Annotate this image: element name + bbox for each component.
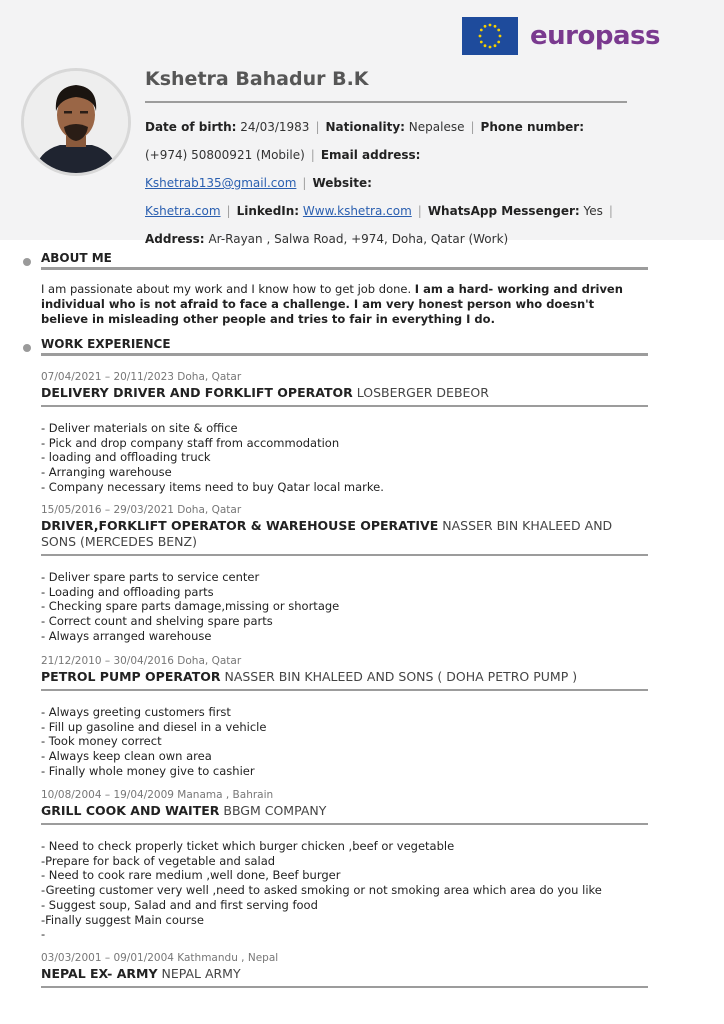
- website-label: Website:: [312, 176, 372, 190]
- job-divider: [41, 689, 648, 691]
- job-role: NEPAL EX- ARMY: [41, 966, 158, 981]
- job-line: -: [41, 927, 46, 942]
- whatsapp-label: WhatsApp Messenger:: [427, 204, 580, 218]
- separator: |: [417, 204, 422, 218]
- job-role: GRILL COOK AND WAITER: [41, 803, 220, 818]
- job-line: - loading and offloading truck: [41, 450, 211, 465]
- job-role: PETROL PUMP OPERATOR: [41, 669, 221, 684]
- job-title: [41, 803, 648, 819]
- separator: |: [226, 204, 231, 218]
- nationality-label: Nationality:: [325, 120, 405, 134]
- job-entry: [41, 370, 648, 495]
- whatsapp-value: Yes: [583, 204, 603, 218]
- address-value: Ar-Rayan , Salwa Road, +974, Doha, Qatar (Work): [208, 232, 509, 246]
- person-name: Kshetra Bahadur B.K: [145, 68, 369, 90]
- job-description: [41, 570, 648, 644]
- job-employer: BBGM COMPANY: [219, 803, 327, 818]
- about-text-normal: I am passionate about my work and I know how to get job done.: [41, 282, 415, 296]
- job-line: - Finally whole money give to cashier: [41, 763, 255, 778]
- job-line: - Deliver materials on site & office: [41, 421, 238, 435]
- job-line: - Fill up gasoline and diesel in a vehicle: [41, 719, 267, 734]
- job-date: 21/12/2010 – 30/04/2016 Doha, Qatar: [41, 655, 242, 667]
- job-line: - Always keep clean own area: [41, 749, 212, 764]
- job-entry: [41, 951, 648, 988]
- job-date: 03/03/2001 – 09/01/2004 Kathmandu , Nepal: [41, 952, 279, 964]
- job-entry: [41, 788, 648, 942]
- job-description: [41, 705, 648, 779]
- phone-label: Phone number:: [480, 120, 585, 134]
- job-line: - Need to check properly ticket which burger chicken ,beef or vegetable: [41, 839, 455, 853]
- job-divider: [41, 554, 648, 556]
- section-bullet-icon: [23, 258, 31, 266]
- job-date: 15/05/2016 – 29/03/2021 Doha, Qatar: [41, 504, 242, 516]
- job-employer: NASSER BIN KHALEED AND SONS (MERCEDES BENZ): [41, 518, 613, 549]
- separator: |: [315, 120, 320, 134]
- job-line: -Finally suggest Main course: [41, 912, 204, 927]
- job-divider: [41, 405, 648, 407]
- contact-info: [145, 113, 645, 253]
- info-line-2: [145, 141, 645, 197]
- work-section-title: WORK EXPERIENCE: [41, 337, 171, 351]
- job-title: [41, 518, 648, 550]
- job-description: [41, 421, 648, 495]
- phone-value: (+974) 50800921 (Mobile): [145, 148, 305, 162]
- job-line: - Need to cook rare medium ,well done, Beef burger: [41, 868, 341, 883]
- email-label: Email address:: [320, 148, 421, 162]
- job-employer: NEPAL ARMY: [157, 966, 241, 981]
- about-text-bold: I am a hard- working and driven individual who is not afraid to face a challenge. I am very honest person who doesn't believe in misleading other people and tries to fair in everything I do.: [41, 282, 623, 326]
- job-line: - Correct count and shelving spare parts: [41, 614, 273, 629]
- eu-flag-icon: [462, 17, 518, 55]
- job-line: - Pick and drop company staff from accommodation: [41, 435, 340, 450]
- address-label: Address:: [145, 232, 205, 246]
- job-line: - Checking spare parts damage,missing or shortage: [41, 599, 340, 614]
- europass-wordmark: europass: [530, 21, 660, 51]
- job-line: - Arranging warehouse: [41, 465, 172, 480]
- about-section-divider: [41, 267, 648, 270]
- job-line: - Company necessary items need to buy Qatar local marke.: [41, 479, 384, 494]
- info-line-1: [145, 113, 645, 141]
- job-line: - Always greeting customers first: [41, 705, 231, 719]
- separator: |: [608, 204, 613, 218]
- profile-photo: [21, 68, 131, 176]
- job-line: -Greeting customer very well ,need to asked smoking or not smoking area which area do you like: [41, 883, 602, 898]
- dob-value: 24/03/1983: [240, 120, 310, 134]
- job-title: [41, 385, 648, 401]
- info-line-3: [145, 197, 645, 225]
- europass-logo[interactable]: [462, 17, 660, 55]
- job-entry: [41, 654, 648, 779]
- dob-label: Date of birth:: [145, 120, 237, 134]
- job-line: -Prepare for back of vegetable and salad: [41, 853, 276, 868]
- job-line: - Took money correct: [41, 734, 162, 749]
- name-divider: [145, 101, 627, 103]
- linkedin-link[interactable]: Www.kshetra.com: [302, 204, 412, 218]
- job-role: DELIVERY DRIVER AND FORKLIFT OPERATOR: [41, 385, 353, 400]
- nationality-value: Nepalese: [408, 120, 465, 134]
- job-line: - Always arranged warehouse: [41, 628, 212, 643]
- job-employer: LOSBERGER DEBEOR: [352, 385, 489, 400]
- email-link[interactable]: Kshetrab135@gmail.com: [145, 176, 297, 190]
- job-line: - Deliver spare parts to service center: [41, 570, 260, 584]
- job-description: [41, 839, 648, 942]
- job-line: - Loading and offloading parts: [41, 584, 214, 599]
- header-band: [0, 0, 724, 246]
- website-link[interactable]: Kshetra.com: [145, 204, 221, 218]
- job-date: 07/04/2021 – 20/11/2023 Doha, Qatar: [41, 371, 242, 383]
- separator: |: [302, 176, 307, 190]
- job-title: [41, 966, 648, 982]
- info-line-4: [145, 225, 645, 253]
- job-date: 10/08/2004 – 19/04/2009 Manama , Bahrain: [41, 789, 274, 801]
- job-title: [41, 669, 648, 685]
- separator: |: [470, 120, 475, 134]
- section-bullet-icon: [23, 344, 31, 352]
- separator: |: [310, 148, 315, 162]
- about-text: [41, 282, 641, 327]
- about-section-title: ABOUT ME: [41, 251, 112, 265]
- job-entry: [41, 503, 648, 644]
- job-employer: NASSER BIN KHALEED AND SONS ( DOHA PETRO PUMP ): [220, 669, 578, 684]
- linkedin-label: LinkedIn:: [236, 204, 300, 218]
- work-section-divider: [41, 353, 648, 356]
- job-line: - Suggest soup, Salad and and first serving food: [41, 897, 318, 912]
- job-divider: [41, 823, 648, 825]
- job-role: DRIVER,FORKLIFT OPERATOR & WAREHOUSE OPERATIVE: [41, 518, 439, 533]
- job-divider: [41, 986, 648, 988]
